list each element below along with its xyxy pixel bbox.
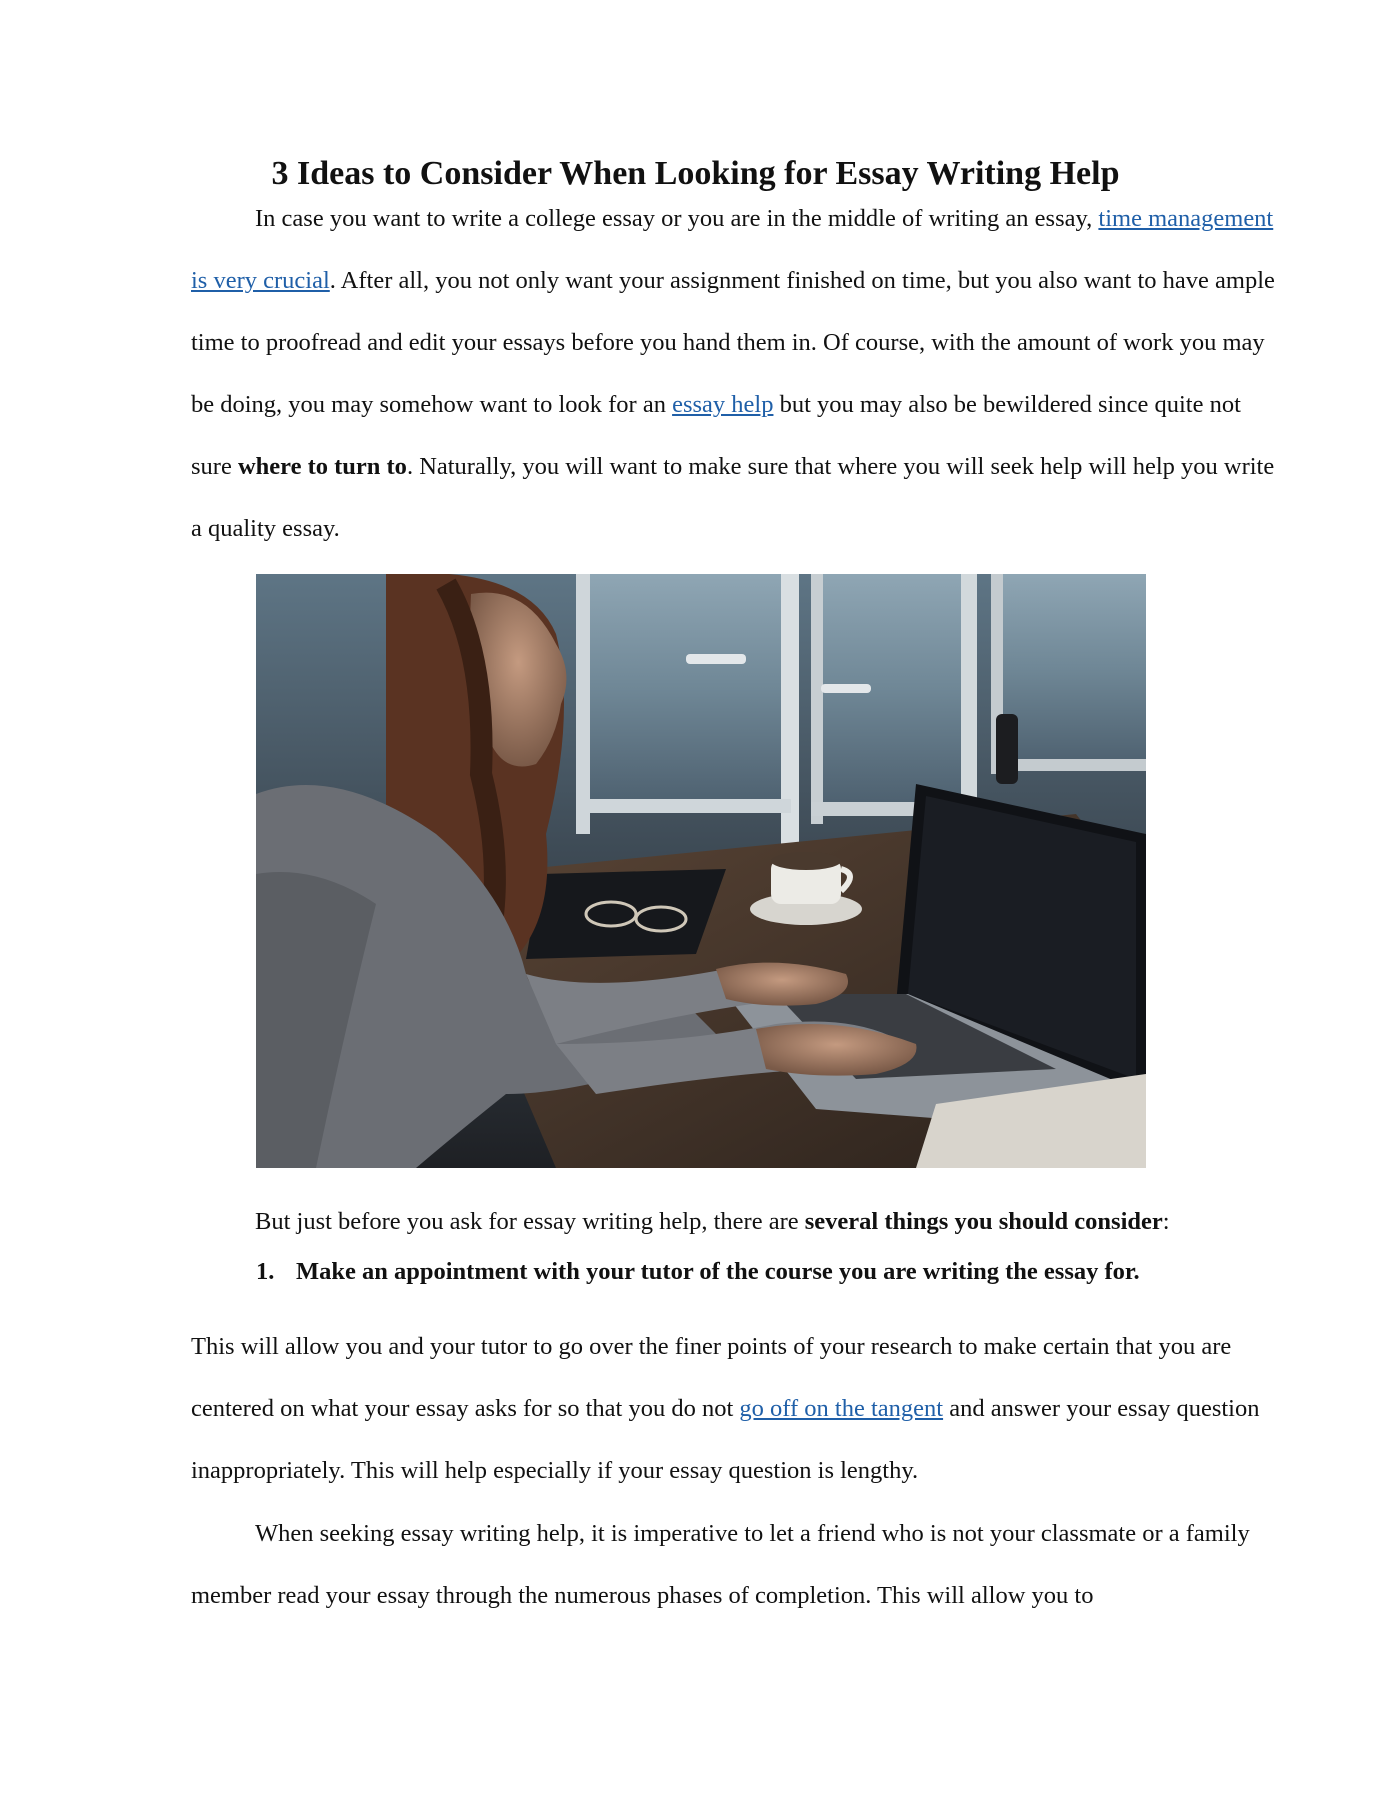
consider-paragraph (191, 1191, 1281, 1253)
consider-text-1: But just before you ask for essay writing help, there are (255, 1208, 805, 1235)
friend-text-1: When seeking essay writing help, it is imperative to let a friend who is not your classmate or a family member read your essay through the numerous phases of completion. This will allow you to (191, 1520, 1250, 1609)
document-title: 3 Ideas to Consider When Looking for Essay Writing Help (271, 155, 1120, 192)
intro-text-2: . After all, you not only want your assignment finished on time, but you also want to have ample time to proofread and edit your essays before you hand them in. Of course, with the amount of work you may be doing, you may somehow want to look for an (191, 267, 1275, 418)
time-management-link[interactable]: time management is very crucial (191, 205, 1274, 294)
consider-bold: several things you should consider (804, 1208, 1163, 1235)
list-item-1 (256, 1252, 1296, 1292)
go-off-tangent-link[interactable]: go off on the tangent (739, 1395, 944, 1422)
intro-text-3: but you may also be bewildered since quite not sure (191, 391, 1241, 480)
woman-typing-laptop-photo (256, 574, 1146, 1168)
intro-paragraph (191, 188, 1281, 560)
tutor-text-1: This will allow you and your tutor to go over the finer points of your research to make certain that you are centered on what your essay asks for so that you do not (191, 1333, 1232, 1422)
essay-help-link[interactable]: essay help (672, 391, 774, 418)
consider-text-2: : (1162, 1208, 1170, 1235)
list-item-number: 1. (256, 1258, 275, 1285)
list-item-text: Make an appointment with your tutor of the course you are writing the essay for. (296, 1258, 1140, 1285)
tutor-text-2: and answer your essay question inappropriately. This will help especially if your essay question is lengthy. (191, 1395, 1260, 1484)
intro-text-1: In case you want to write a college essay or you are in the middle of writing an essay, (255, 205, 1099, 232)
tutor-paragraph (191, 1316, 1281, 1502)
friend-paragraph (191, 1503, 1281, 1627)
intro-bold-where-to-turn: where to turn to (237, 453, 407, 480)
intro-text-4: . Naturally, you will want to make sure that where you will seek help will help you write a quality essay. (191, 453, 1275, 542)
